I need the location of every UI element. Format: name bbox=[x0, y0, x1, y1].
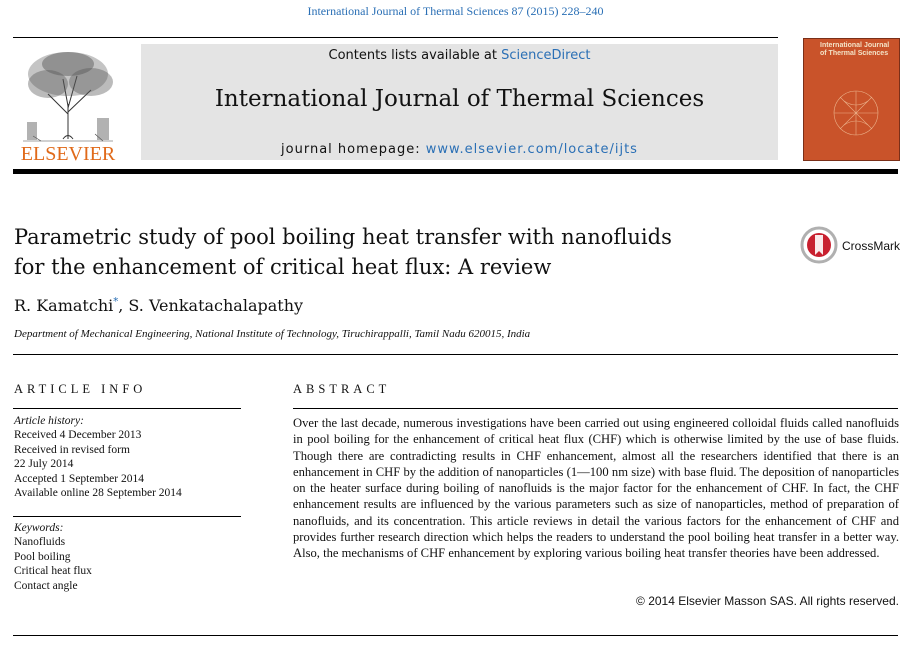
author-list bbox=[14, 296, 303, 315]
copyright-notice: © 2014 Elsevier Masson SAS. All rights reserved. bbox=[636, 594, 899, 608]
article-title-line-1: Parametric study of pool boiling heat transfer with nanofluids bbox=[14, 225, 672, 249]
abstract-text: Over the last decade, numerous investigations have been carried out using engineered colloidal fluids called nanofluids in pool boiling for the enhancement of critical heat flux (CHF) which is otherwise limited by the use of base fluids. Though there are contradicting results in CHF enhancement, almost all the researchers identified that there is an enhancement in CHF by the addition of nanoparticles (1—100 nm size) with base fluid. The deposition of nanoparticles on the heater surface during boiling of nanofluids is the major factor for the enhancement of CHF. In fact, the CHF enhancement results are influenced by the various parameters such as size of nanoparticles, method of preparation of nanofluids, and its concentration. This article reviews in detail the various factors for the enhancement of CHF and provides further research direction which helps the readers to understand the pool boiling heat transfer in a better way. Also, the mechanisms of CHF enhancement by exploring various boiling heat transfer theories have been addressed. bbox=[293, 416, 899, 561]
journal-title: International Journal of Thermal Sciences bbox=[214, 86, 705, 112]
contents-prefix: Contents lists available at bbox=[328, 48, 502, 63]
keyword-item: Contact angle bbox=[14, 579, 78, 592]
history-item: Received 4 December 2013 bbox=[14, 429, 142, 441]
contents-line bbox=[141, 48, 778, 63]
history-item: 22 July 2014 bbox=[14, 458, 74, 470]
author-kamatchi[interactable]: R. Kamatchi bbox=[14, 296, 114, 315]
keywords-list bbox=[14, 535, 92, 593]
sciencedirect-link[interactable]: ScienceDirect bbox=[501, 48, 591, 63]
journal-citation[interactable]: International Journal of Thermal Sciences 87 (2015) 228–240 bbox=[307, 4, 604, 18]
header-rule bbox=[13, 37, 778, 38]
author-separator: , bbox=[118, 296, 129, 315]
crossmark-label[interactable]: CrossMark bbox=[842, 239, 901, 253]
homepage-link[interactable]: www.elsevier.com/locate/ijts bbox=[425, 142, 638, 157]
header-thick-rule bbox=[13, 169, 898, 174]
keyword-item: Pool boiling bbox=[14, 550, 71, 563]
article-info-rule bbox=[13, 408, 241, 409]
abstract-rule bbox=[293, 408, 898, 409]
bottom-rule bbox=[13, 635, 898, 636]
article-info-heading: ARTICLE INFO bbox=[14, 382, 147, 396]
article-title-line-2: for the enhancement of critical heat flux: A review bbox=[14, 255, 552, 279]
history-item: Accepted 1 September 2014 bbox=[14, 472, 144, 485]
history-label: Article history: bbox=[14, 415, 84, 427]
author-venkatachalapathy[interactable]: S. Venkatachalapathy bbox=[128, 296, 304, 315]
corresponding-author-mark[interactable]: * bbox=[113, 296, 119, 308]
journal-homepage bbox=[141, 142, 778, 157]
homepage-prefix: journal homepage: bbox=[281, 142, 426, 157]
article-title bbox=[14, 222, 734, 282]
history-item: Available online 28 September 2014 bbox=[14, 487, 182, 499]
history-item: Received in revised form bbox=[14, 443, 130, 456]
cover-title: International Journal of Thermal Sciences bbox=[820, 42, 890, 57]
affiliation: Department of Mechanical Engineering, National Institute of Technology, Tiruchirappalli, Tamil Nadu 620015, India bbox=[14, 328, 531, 340]
affiliation-rule bbox=[13, 354, 898, 355]
keyword-item: Nanofluids bbox=[14, 536, 66, 548]
crossmark-icon[interactable] bbox=[800, 226, 838, 264]
history-list bbox=[14, 428, 182, 501]
abstract-heading: ABSTRACT bbox=[293, 382, 391, 396]
keyword-item: Critical heat flux bbox=[14, 565, 92, 577]
elsevier-wordmark: ELSEVIER bbox=[20, 143, 116, 165]
keywords-label: Keywords: bbox=[14, 522, 64, 534]
keywords-rule bbox=[13, 516, 241, 517]
